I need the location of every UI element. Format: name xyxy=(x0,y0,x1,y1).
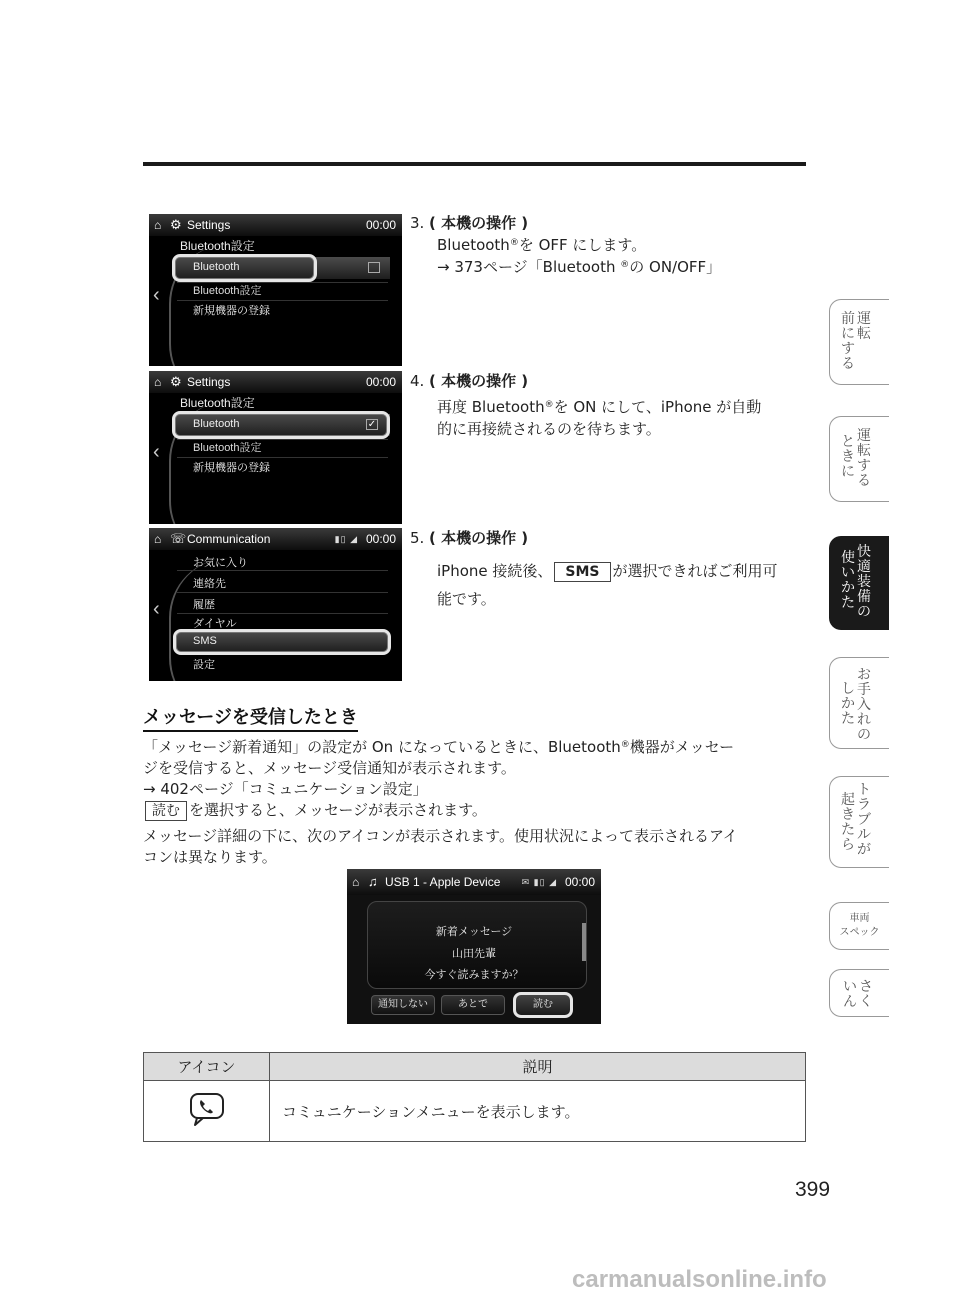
home-icon: ⌂ xyxy=(154,532,162,546)
step-text: が選択できればご利用可 xyxy=(612,562,778,580)
para-text: を選択すると、メッセージが表示されます。 xyxy=(189,801,487,819)
para-text: 機器がメッセー xyxy=(629,738,735,756)
step-text: を OFF にします。 xyxy=(518,236,647,254)
home-icon: ⌂ xyxy=(154,375,162,389)
step-number: 4. xyxy=(410,372,425,390)
paragraph-icons xyxy=(143,826,806,868)
checkbox-unchecked xyxy=(368,262,380,273)
divider xyxy=(177,457,388,458)
tab-label: さ く xyxy=(859,979,873,1010)
tab-label: 起 き た ら xyxy=(841,792,855,853)
tab-specifications[interactable] xyxy=(829,902,889,950)
watermark: carmanualsonline.info xyxy=(572,1266,827,1293)
tab-index[interactable] xyxy=(829,969,889,1017)
table-header-row xyxy=(144,1053,806,1081)
screenshot-settings-bt-on xyxy=(149,371,402,524)
gear-icon: ⚙ xyxy=(170,374,182,389)
tab-maintenance[interactable] xyxy=(829,657,889,749)
tab-label: お 手 入 れ の xyxy=(857,667,871,743)
menu-item-bluetooth: Bluetooth xyxy=(193,418,240,430)
section-label: Bluetooth設定 xyxy=(180,396,255,410)
screenshot-new-message xyxy=(347,869,601,1024)
header-description: 説明 xyxy=(270,1053,806,1081)
registered-mark: ® xyxy=(620,260,630,270)
sender-name: 山田先輩 xyxy=(452,948,496,960)
checkbox-checked: ✓ xyxy=(367,419,377,430)
music-icon: ♫ xyxy=(368,874,378,889)
menu-item-contacts: 連絡先 xyxy=(193,578,226,590)
tab-trouble[interactable] xyxy=(829,776,889,868)
read-button[interactable] xyxy=(513,992,573,1018)
paragraph-notification xyxy=(143,737,806,800)
menu-item-bluetooth: Bluetooth xyxy=(193,261,240,273)
section-label: Bluetooth設定 xyxy=(180,239,255,253)
screen-header xyxy=(149,371,402,393)
screen-title: Communication xyxy=(187,532,271,546)
tab-before-driving[interactable] xyxy=(829,299,889,385)
menu-item-register: 新規機器の登録 xyxy=(193,305,270,317)
button-label: 読む xyxy=(533,999,553,1010)
clock: 00:00 xyxy=(365,218,396,232)
step-text: 的に再接続されるのを待ちます。 xyxy=(437,420,661,438)
step-number: 3. xyxy=(410,214,425,232)
button-label: あとで xyxy=(458,999,488,1010)
page-reference: → 373ページ「Bluetooth xyxy=(437,258,621,276)
page-reference: → 402ページ「コミュニケーション設定」 xyxy=(143,780,428,798)
screen-header xyxy=(149,528,402,550)
tab-label: と き に xyxy=(841,434,855,480)
back-chevron-icon: ‹ xyxy=(153,441,160,463)
registered-mark: ® xyxy=(544,400,554,410)
screenshot-communication xyxy=(149,528,402,681)
clock: 00:00 xyxy=(365,375,396,389)
tab-label: し か た xyxy=(841,681,855,727)
menu-item-dial: ダイヤル xyxy=(193,618,237,630)
screenshot-settings-bt-off xyxy=(149,214,402,366)
menu-item-bt-settings: Bluetooth設定 xyxy=(193,285,262,297)
para-text: メッセージ詳細の下に、次のアイコンが表示されます。使用状況によって表示されるアイ xyxy=(143,827,738,845)
step-text: を ON にして、iPhone が自動 xyxy=(553,398,762,416)
signal-icon: ✉ ▮▯ ◢ xyxy=(521,877,557,887)
dialog-title: 新着メッセージ xyxy=(435,926,513,938)
screen-title: USB 1 - Apple Device xyxy=(385,875,501,889)
step-text: 再度 Bluetooth xyxy=(437,398,545,416)
para-text: コンは異なります。 xyxy=(143,848,277,866)
screen-header xyxy=(149,214,402,236)
home-icon: ⌂ xyxy=(154,218,162,232)
step-text: 能です。 xyxy=(437,590,496,608)
screen-header xyxy=(347,869,601,895)
dialog-prompt: 今すぐ読みますか？ xyxy=(424,969,524,981)
step-heading: ( 本機の操作 ) xyxy=(429,529,529,547)
tab-comfort-equipment[interactable] xyxy=(829,536,889,630)
tab-while-driving[interactable] xyxy=(829,416,889,502)
clock: 00:00 xyxy=(564,875,595,889)
sms-key-label: SMS xyxy=(554,562,610,582)
icon-cell xyxy=(144,1081,270,1142)
para-text: ジを受信すると、メッセージ受信通知が表示されます。 xyxy=(143,759,516,777)
home-icon: ⌂ xyxy=(352,875,360,889)
menu-item-sms: SMS xyxy=(193,635,217,647)
dismiss-button[interactable] xyxy=(371,995,435,1015)
step-text: Bluetooth xyxy=(437,236,510,254)
step-body xyxy=(437,557,805,613)
step-number: 5. xyxy=(410,529,425,547)
clock: 00:00 xyxy=(365,532,396,546)
top-rule xyxy=(143,162,806,166)
menu-item-history: 履歴 xyxy=(193,599,215,611)
step-text: iPhone 接続後、 xyxy=(437,562,553,580)
paragraph-read xyxy=(143,800,806,821)
step-heading: ( 本機の操作 ) xyxy=(429,214,529,232)
menu-item-settings: 設定 xyxy=(193,659,215,671)
tab-label: スペック xyxy=(839,927,880,938)
later-button[interactable] xyxy=(441,995,505,1015)
step-3 xyxy=(410,212,805,282)
step-4 xyxy=(410,370,805,440)
communication-icon xyxy=(187,1091,227,1127)
icon-table xyxy=(143,1052,806,1142)
button-label: 通知しない xyxy=(378,999,428,1010)
para-text: 「メッセージ新着通知」の設定が On になっているときに、Bluetooth xyxy=(143,738,621,756)
menu-item-register: 新規機器の登録 xyxy=(193,462,270,474)
registered-mark: ® xyxy=(509,238,519,248)
menu-item-bt-settings: Bluetooth設定 xyxy=(193,442,262,454)
communication-icon: ☏ xyxy=(170,531,187,546)
divider xyxy=(177,592,388,593)
back-chevron-icon: ‹ xyxy=(153,598,160,620)
page-number: 399 xyxy=(795,1178,831,1201)
gear-icon: ⚙ xyxy=(170,217,182,232)
step-heading: ( 本機の操作 ) xyxy=(429,372,529,390)
tab-label: 運 転 す る xyxy=(857,428,871,489)
menu-item-favorites: お気に入り xyxy=(193,557,248,569)
step-5 xyxy=(410,527,805,607)
screen-title: Settings xyxy=(187,375,231,389)
icon-description: コミュニケーションメニューを表示します。 xyxy=(270,1081,806,1142)
tab-label: 車両 xyxy=(849,913,870,924)
section-heading: メッセージを受信したとき xyxy=(143,703,358,732)
signal-icon: ▮▯ ◢ xyxy=(334,534,358,544)
tab-label: い ん xyxy=(843,979,857,1010)
screen-title: Settings xyxy=(187,218,231,232)
tab-label: ト ラ ブ ル が xyxy=(857,782,871,858)
step-body xyxy=(437,396,805,440)
back-chevron-icon: ‹ xyxy=(153,284,160,306)
read-key-label: 読む xyxy=(145,801,187,821)
registered-mark: ® xyxy=(620,740,630,750)
tab-label: 使 い か た xyxy=(841,550,855,611)
divider xyxy=(177,300,388,301)
divider xyxy=(177,613,388,614)
tab-label: 快 適 装 備 の xyxy=(857,544,871,620)
tab-label: 前 に す る xyxy=(841,311,855,372)
divider xyxy=(177,570,388,571)
tab-label: 運 転 xyxy=(857,311,871,342)
table-row xyxy=(144,1081,806,1142)
header-icon: アイコン xyxy=(144,1053,270,1081)
page-reference: の ON/OFF」 xyxy=(629,258,722,276)
step-body xyxy=(437,234,805,278)
